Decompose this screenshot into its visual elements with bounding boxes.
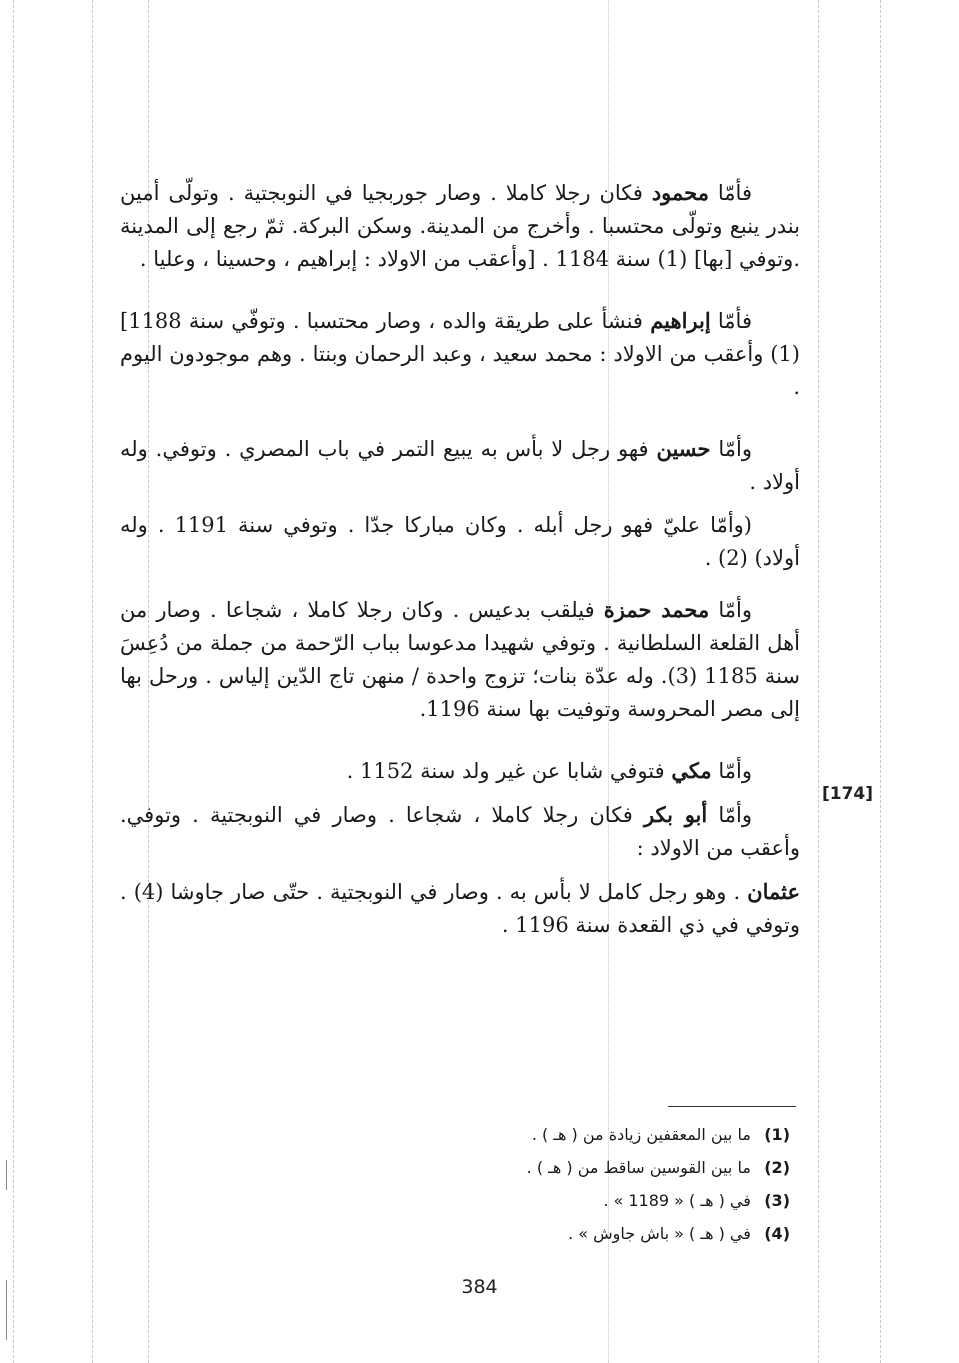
person-name: محمد حمزة (603, 597, 710, 622)
person-name: محمود (651, 180, 709, 205)
person-name: أبو بكر (643, 802, 708, 827)
scan-guide-line (13, 0, 14, 1363)
margin-mark (6, 1160, 7, 1190)
paragraph-makki (120, 754, 800, 788)
paragraph-text: فكان رجلا كاملا . وصار جوربجيا في النوبجتية . وتولّى أمين بندر ينبع وتولّى محتسبا . وأخرج من المدينة. وسكن البركة. ثمّ رجع إلى المدينة .وتوفي [بها] (1) سنة 1184 . [وأعقب من الاولاد : إبراهيم ، وحسينا ، وعليا . (120, 181, 800, 271)
manuscript-folio-reference: [174] (822, 784, 874, 804)
footnote-text: ما بين القوسين ساقط من ( هـ ) . (526, 1158, 751, 1177)
footnote (420, 1118, 790, 1151)
paragraph-muhammad-hamza (120, 593, 800, 726)
paragraph-text: فيلقب بدعيس . وكان رجلا كاملا ، شجاعا . وصار من أهل القلعة السلطانية . وتوفي شهيدا مدعوسا بباب الرّحمة من جملة من دُعِسَ سنة 1185 (3). وله عدّة بنات؛ تزوج واحدة / منهن تاج الدّين إلياس . ورحل بها إلى مصر المحروسة وتوفيت بها سنة 1196. (120, 598, 800, 721)
paragraph-text: فكان رجلا كاملا ، شجاعا . وصار في النوبجتية . وتوفي. وأعقب من الاولاد : (120, 803, 800, 860)
footnote-number: (4) (764, 1224, 790, 1243)
footnote (420, 1184, 790, 1217)
paragraph-prefix: وأمّا (709, 598, 752, 622)
page-number: 384 (461, 1276, 498, 1298)
paragraph-text: (وأمّا عليّ فهو رجل أبله . وكان مباركا جدّا . وتوفي سنة 1191 . وله أولاد) (2) . (120, 513, 800, 570)
scan-guide-line (880, 0, 881, 1363)
paragraph-mahmoud (120, 176, 800, 276)
footnote (420, 1217, 790, 1250)
footnote-text: في ( هـ ) « باش جاوش » . (568, 1224, 751, 1243)
paragraph-text: فهو رجل لا بأس به يبيع التمر في باب المصري . وتوفي. وله أولاد . (120, 437, 800, 494)
paragraph-uthman (120, 875, 800, 942)
footnote-text: ما بين المعقفين زيادة من ( هـ ) . (531, 1125, 751, 1144)
person-name: مكي (671, 758, 712, 783)
paragraph-text: . وهو رجل كامل لا بأس به . وصار في النوبجتية . حتّى صار جاوشا (4) . وتوفي في ذي القعدة سنة 1196 . (120, 880, 800, 937)
footnote-number: (3) (764, 1191, 790, 1210)
footnote-number: (1) (764, 1125, 790, 1144)
scan-guide-line (92, 0, 93, 1363)
person-name: حسين (656, 436, 711, 461)
paragraph-prefix: وأمّا (707, 803, 752, 827)
footnotes (420, 1118, 790, 1250)
main-text (120, 176, 800, 942)
paragraph-abu-bakr (120, 798, 800, 865)
person-name: عثمان (747, 879, 800, 904)
scan-guide-line (818, 0, 819, 1363)
paragraph-ibrahim (120, 304, 800, 404)
paragraph-prefix: فأمّا (708, 181, 752, 205)
person-name: إبراهيم (650, 308, 711, 333)
paragraph-ali (120, 509, 800, 575)
footnote-text: في ( هـ ) « 1189 » . (603, 1191, 751, 1210)
paragraph-husayn (120, 432, 800, 499)
footnote-separator (668, 1106, 796, 1107)
paragraph-prefix: فأمّا (710, 309, 752, 333)
paragraph-prefix: وأمّا (710, 437, 752, 461)
paragraph-text: فنشأ على طريقة والده ، وصار محتسبا . وتوفّي سنة 1188] (1) وأعقب من الاولاد : محمد سعيد ، وعبد الرحمان وبنتا . وهم موجودون اليوم . (120, 309, 800, 399)
footnote (420, 1151, 790, 1184)
paragraph-prefix: وأمّا (711, 759, 752, 783)
footnote-number: (2) (764, 1158, 790, 1177)
paragraph-text: فتوفي شابا عن غير ولد سنة 1152 . (346, 759, 672, 783)
